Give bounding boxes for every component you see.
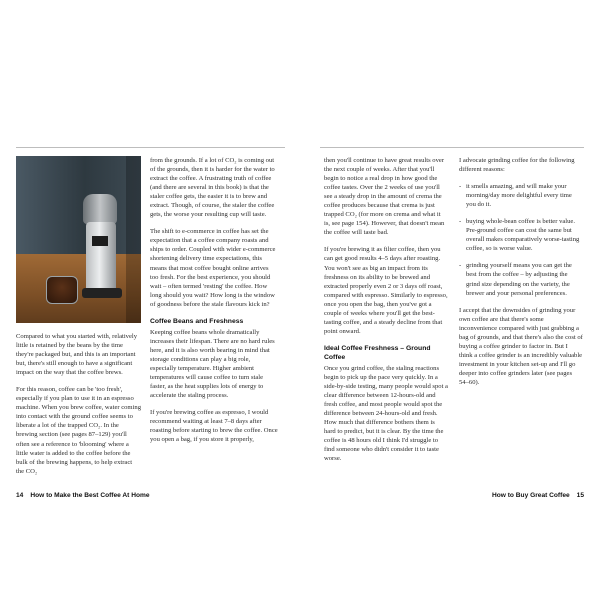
column-1 <box>16 156 141 484</box>
running-title: How to Buy Great Coffee <box>491 492 570 499</box>
paragraph: I accept that the downsides of grinding your own coffee are that there's some inconvenience compared with just grabbing a bag of grounds, and that there's also the cost of buying a coffee grinder to factor in. But I think a coffee grinder is an incredibly valuable investment in your kitchen set-up and I'll go deeper into coffee grinders later (see pages 54–60). <box>459 306 583 386</box>
right-footer <box>492 492 584 499</box>
list-item: - buying whole-bean coffee is better value. Pre-ground coffee can cost the same but overall makes comparatively worse-tasting coffee, so is worse value. <box>459 217 583 253</box>
section-heading: Coffee Beans and Freshness <box>150 317 244 325</box>
section-heading: Ideal Coffee Freshness – Ground Coffee <box>324 344 431 361</box>
paragraph: Keeping coffee beans whole dramatically increases their lifespan. There are no hard rules here, and it is also worth bearing in mind that storage conditions can play a big role, especially temperature. Higher ambient temperatures will cause coffee to turn stale faster, as the heat supplies lots of energy to accelerate the staling process. <box>150 328 275 400</box>
coffee-beans-jar <box>46 276 78 304</box>
paragraph: from the grounds. If a lot of CO₂ is coming out of the grounds, then it is harder for the water to extract the coffee. A frustrating truth of coffee (and there are several in this book) is that the staler coffee gets, the easier it is to brew and extract. Though, of course, the staler the coffee gets, the worse your resulting cup will taste. <box>150 157 275 219</box>
list-item: - it smells amazing, and will make your morning/day more delightful every time you do it. <box>459 182 583 209</box>
paragraph: If you're brewing it as filter coffee, then you can get good results 4–5 days after roasting. You won't see as big an impact from its freshness on its ability to be brewed and extracted properly even 2 or 3 days off roast, compared with espresso. Similarly to espresso, once you open the bag, then you've got a couple of weeks where you'll get the best-tasting coffee, and a steady decline from that point onward. <box>324 246 448 335</box>
column-2 <box>150 156 278 452</box>
running-title: How to Make the Best Coffee At Home <box>30 492 150 499</box>
reasons-list <box>459 182 583 298</box>
paragraph: The shift to e-commerce in coffee has set the expectation that a coffee company roasts and ships to order. Coupled with wider e-commerce shortening delivery time expectations, this means that most coffee bought online arrives too fresh. For the best experience, you should wait – often termed 'resting' the coffee. How long should you wait? How long is the window of goodness before the stale flavours kick in? <box>150 228 276 308</box>
paragraph: then you'll continue to have great results over the next couple of weeks. After that you'll begin to notice a real drop in how good the coffee tastes. Over the 2 weeks of use you'll see a steady drop in the amount of crema the coffee produces because that crema is just trapped CO₂ (for more on crema and what it is, see page 154). However, that doesn't mean the coffee will taste bad. <box>324 157 445 237</box>
header-rule <box>16 147 285 148</box>
coffee-grinder-photo <box>16 156 141 323</box>
left-footer <box>16 492 150 499</box>
paragraph: Compared to what you started with, relatively little is retained by the beans by the time they're packaged but, and this is an important but, there's still enough to have a significant impact on the way that the coffee brews. <box>16 333 138 377</box>
header-rule <box>320 147 584 148</box>
right-page <box>300 0 600 600</box>
list-item: - grinding yourself means you can get the best from the coffee – by adjusting the grind size depending on the variety, the brewer and your personal preferences. <box>459 261 583 297</box>
page-number: 14 <box>16 492 24 499</box>
paragraph: If you're brewing coffee as espresso, I would recommend waiting at least 7–8 days after roasting before starting to brew the coffee. Once you open a bag, if you store it properly, <box>150 409 278 444</box>
paragraph: I advocate grinding coffee for the following different reasons: <box>459 157 575 174</box>
paragraph: Once you grind coffee, the staling reactions begin to pick up the pace very quickly. In a side-by-side testing, many people would spot a clear difference between 12-hours-old and fresh coffee, and most people would spot the difference between 24-hours-old and fresh. How much that difference bothers them is hard to predict, but it is clear. By the time the coffee is 48 hours old I think I'd struggle to find someone who didn't consider it to taste worse. <box>324 364 448 463</box>
paragraph: For this reason, coffee can be 'too fresh', especially if you plan to use it in an espresso machine. When you brew coffee, water coming into contact with the ground coffee seems to liberate a lot of the trapped CO₂. In the brewing section (see pages 87–129) you'll often see a reference to 'blooming' where a little water is added to the coffee before the bulk of the brewing happens, to help extract the CO₂ <box>16 386 141 475</box>
column-4 <box>459 156 583 395</box>
page-number: 15 <box>576 492 584 499</box>
column-3 <box>324 156 448 471</box>
